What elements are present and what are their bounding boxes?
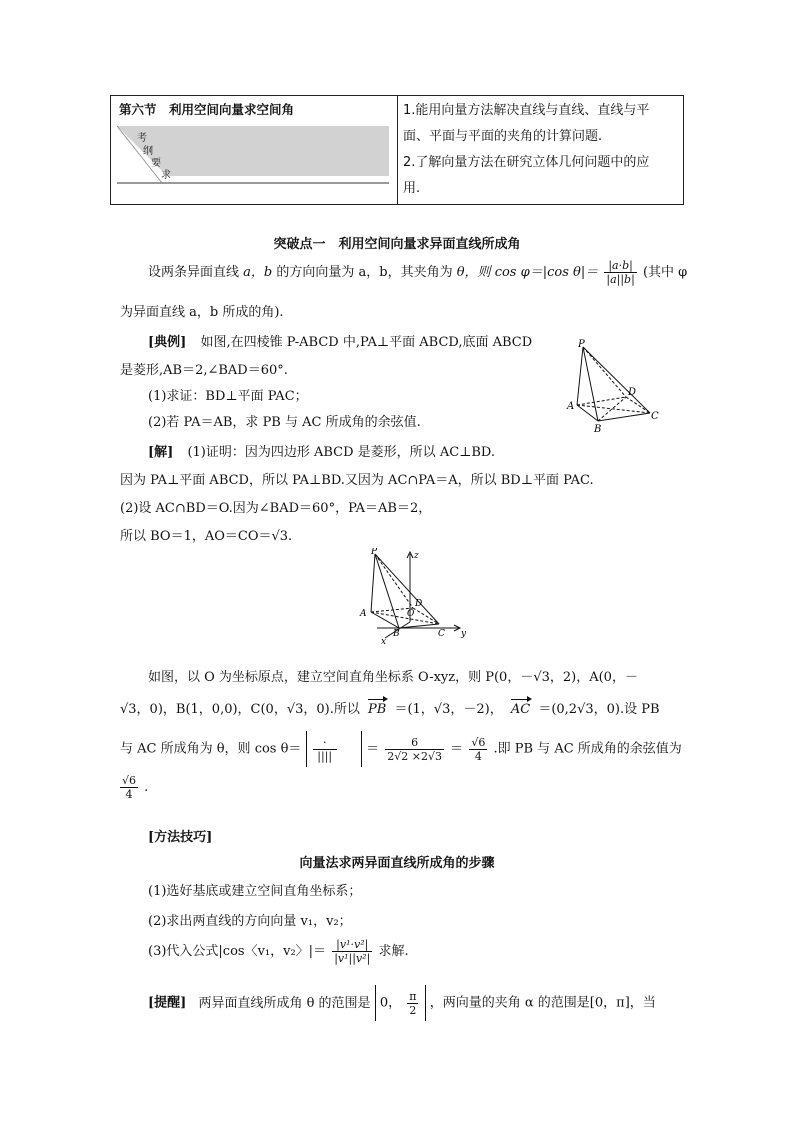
label-P: P <box>371 548 378 557</box>
label-B: B <box>594 424 602 435</box>
method-step-1: (1)选好基底或建立空间直角坐标系； <box>148 884 362 899</box>
final-den: 4 <box>125 788 133 801</box>
intro-e: (其中 φ <box>642 265 688 280</box>
coord-text-2b: ＝(1，√3，－2)， <box>394 702 503 717</box>
label-D: D <box>628 387 637 398</box>
edge-PA <box>371 554 375 612</box>
cos-fraction <box>385 736 444 763</box>
label-z: z <box>414 551 419 561</box>
method-step-2: (2)求出两直线的方向向量 v₁，v₂； <box>148 914 352 929</box>
intro-frac-den: |a||b| <box>606 273 635 286</box>
example-text-1: 如图,在四棱锥 P-ABCD 中,PA⊥平面 ABCD,底面 ABCD <box>200 335 533 350</box>
example-q1: (1)求证：BD⊥平面 PAC； <box>148 389 308 404</box>
intro-frac-num: |a·b| <box>604 259 636 273</box>
cos-frac-den: 2√2 ×2√3 <box>387 749 443 763</box>
edge-BC <box>399 624 439 628</box>
method-step-3b: 求解. <box>378 944 409 959</box>
solution-line-4: 所以 BO＝1，AO＝CO＝√3. <box>120 529 293 544</box>
label-D: D <box>415 599 423 609</box>
pi-num: π <box>409 989 417 1003</box>
label-x: x <box>381 637 387 644</box>
final-fraction <box>120 774 138 801</box>
part1-title: 突破点一 利用空间向量求异面直线所成角 <box>273 237 521 252</box>
interval-bar-right <box>425 985 426 1021</box>
method-frac-den: |v¹||v²| <box>334 952 371 965</box>
band-char-2: 纲 <box>143 146 153 157</box>
intro-d: θ，则 cos φ＝|cos θ|＝ <box>456 265 599 280</box>
abs-bar-right <box>361 731 362 767</box>
intro-line <box>148 259 687 286</box>
solution-line-2: 因为 PA⊥平面 ABCD，所以 PA⊥BD.又因为 AC∩PA＝A，所以 BD⊥平面 PAC. <box>120 473 594 488</box>
tip-interval: 0， <box>379 995 402 1011</box>
edge-PD <box>375 554 413 608</box>
label-A: A <box>567 401 575 412</box>
example-line-1 <box>148 331 532 350</box>
coord-line-2 <box>120 698 660 717</box>
edge-PD <box>583 347 626 397</box>
coord-text-2a: √3，0)，B(1，0,0)，C(0，√3，0).所以 <box>120 702 360 717</box>
final-answer <box>118 774 148 801</box>
req-line-3: 2.了解向量方法在研究立体几何问题中的应 <box>403 155 650 170</box>
req-line-4: 用. <box>403 181 421 196</box>
cos-frac-bars: |||| <box>317 749 333 763</box>
example-line-2: 是菱形,AB＝2,∠BAD＝60°. <box>120 363 288 378</box>
interval-bar-left <box>375 985 376 1021</box>
tip-text-b: ，两向量的夹角 α 的范围是[0，π]，当 <box>429 995 656 1011</box>
intro-c: 的方向向量为 a，b，其夹角为 <box>276 265 453 280</box>
method-title: 向量法求两异面直线所成角的步骤 <box>299 856 495 871</box>
req-line-2: 面、平面与平面的夹角的计算问题. <box>403 129 603 144</box>
band-char-4: 求 <box>161 170 171 181</box>
intro-a: 设两条异面直线 <box>148 265 240 280</box>
label-A: A <box>360 609 367 619</box>
coord-text-2c: ＝(0,2√3，0).设 PB <box>538 702 660 717</box>
tip-text-a: 两异面直线所成角 θ 的范围是 <box>198 995 371 1011</box>
requirements-text <box>403 96 683 202</box>
pyramid-figure <box>560 335 670 435</box>
label-B: B <box>393 629 400 639</box>
coord-line-1: 如图，以 O 为坐标原点，建立空间直角坐标系 O-xyz，则 P(0，－√3，2)，A(0，－ <box>148 670 638 685</box>
cos-result-den: 4 <box>474 749 482 763</box>
edge-PA <box>577 347 583 405</box>
solution-line-1 <box>148 441 495 460</box>
coord-eq: ＝ <box>366 741 380 757</box>
method-fraction <box>332 938 372 965</box>
tip-line <box>148 985 656 1021</box>
coord-eq2: ＝ <box>450 741 464 757</box>
method-step-3a: (3)代入公式|cos〈v₁，v₂〉|＝ <box>148 944 327 959</box>
label-O: O <box>407 609 415 619</box>
method-tag: [方法技巧] <box>148 830 213 845</box>
cos-fraction-blank <box>313 736 337 763</box>
pi-den: 2 <box>409 1003 417 1017</box>
edge-PB <box>583 347 598 421</box>
coord-line-3 <box>120 731 682 767</box>
abs-bar-left <box>306 731 307 767</box>
intro-fraction <box>604 259 636 286</box>
band-char-1: 考 <box>137 133 147 144</box>
example-q2: (2)若 PA＝AB，求 PB 与 AC 所成角的余弦值. <box>148 415 421 430</box>
vector-AC: AC <box>510 702 531 717</box>
cos-frac-num: 6 <box>385 736 444 750</box>
coord-text-3b: .即 PB 与 AC 所成角的余弦值为 <box>493 741 682 757</box>
coordinate-figure <box>355 548 475 644</box>
solution-text-1: (1)证明：因为四边形 ABCD 是菱形，所以 AC⊥BD. <box>187 445 496 460</box>
method-frac-num: |v¹·v²| <box>332 938 372 952</box>
cos-frac-dot: · <box>313 736 337 750</box>
req-line-1: 1.能用向量方法解决直线与直线、直线与平 <box>403 103 650 118</box>
label-y: y <box>461 629 467 639</box>
method-step-3 <box>148 938 409 965</box>
coord-text-3a: 与 AC 所成角为 θ，则 cos θ＝ <box>120 741 302 757</box>
edge-PC <box>583 347 650 413</box>
intro-b: a，b <box>243 265 273 280</box>
header-table <box>110 95 684 205</box>
pi-half-fraction <box>407 990 418 1017</box>
band-char-3: 要 <box>151 158 161 169</box>
final-dot: . <box>144 780 149 795</box>
intro-line-2: 为异面直线 a，b 所成的角). <box>120 305 284 320</box>
label-P: P <box>578 339 585 350</box>
solution-tag: [解] <box>148 445 174 460</box>
tip-tag: [提醒] <box>148 995 187 1011</box>
solution-line-3: (2)设 AC∩BD＝O.因为∠BAD＝60°，PA＝AB＝2， <box>120 501 432 516</box>
header-left-cell <box>111 96 398 204</box>
cos-result-num: √6 <box>471 735 486 749</box>
example-tag: [典例] <box>148 335 187 350</box>
section-title: 第六节 利用空间向量求空间角 <box>119 102 295 117</box>
final-num: √6 <box>122 774 137 787</box>
cos-result-fraction <box>469 736 487 763</box>
vector-PB: PB <box>368 702 387 717</box>
label-C: C <box>438 629 445 639</box>
label-C: C <box>651 411 659 422</box>
